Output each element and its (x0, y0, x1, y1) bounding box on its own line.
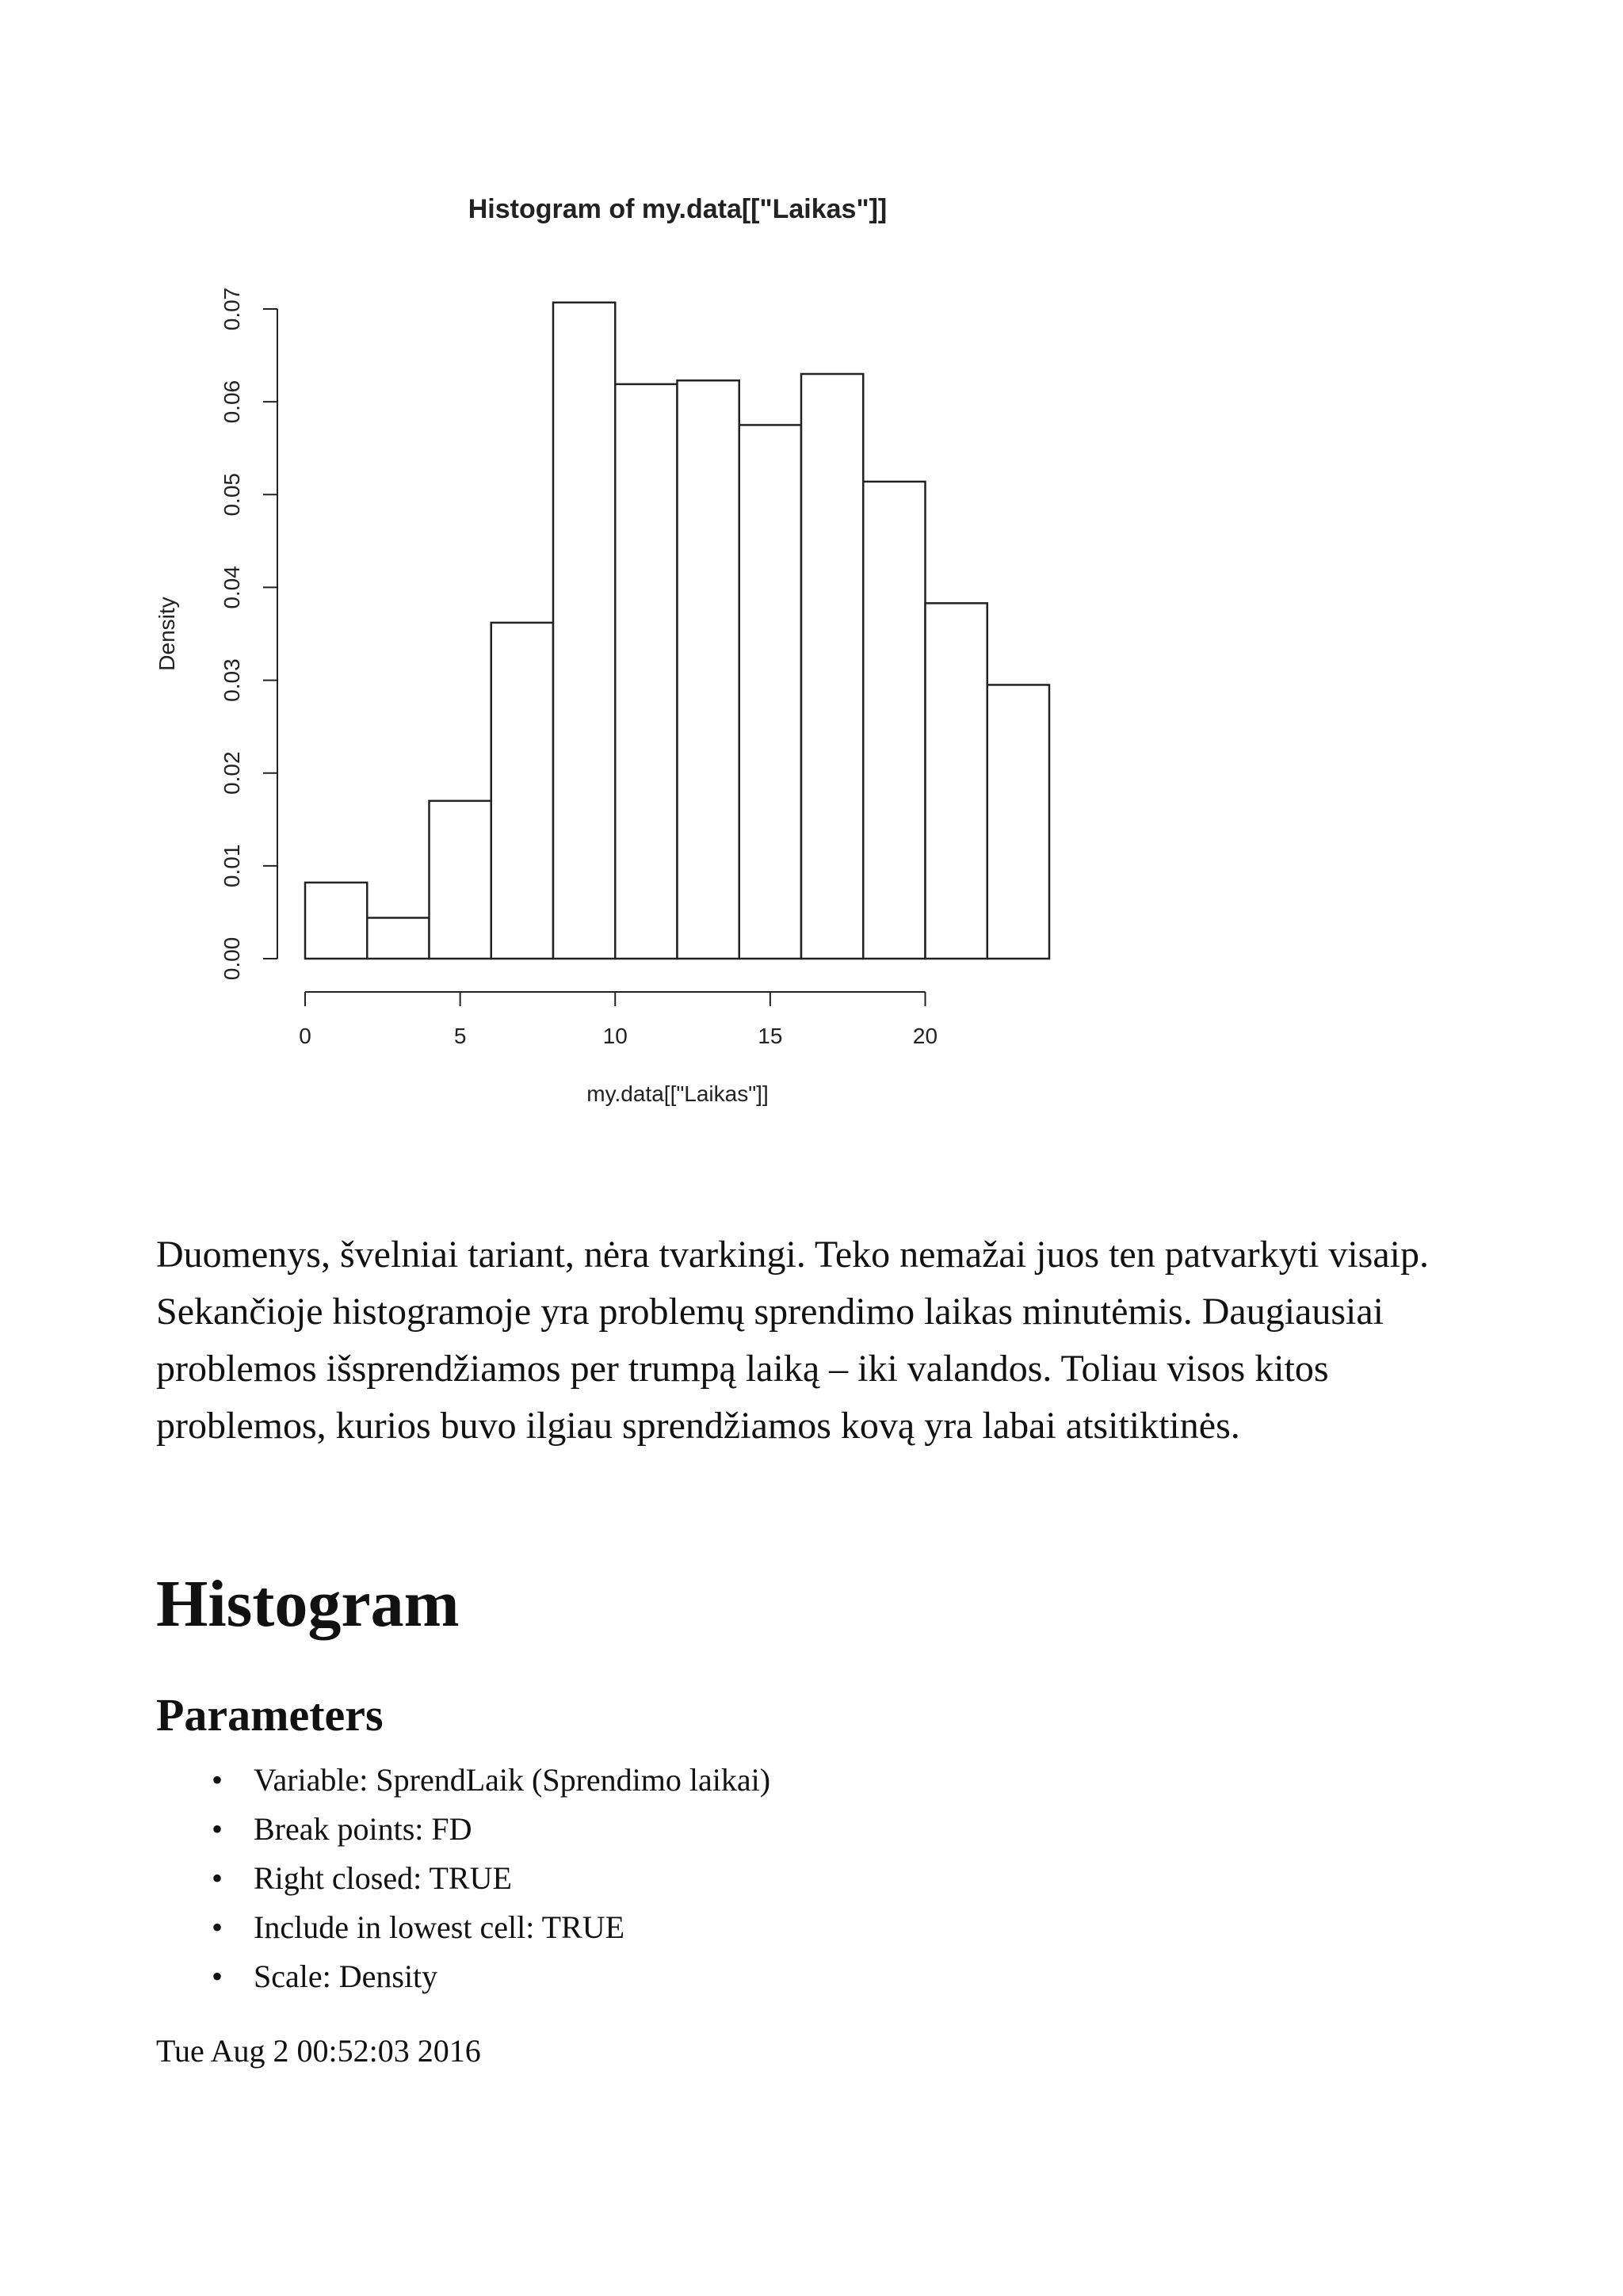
parameters-heading: Parameters (156, 1689, 384, 1741)
y-axis (220, 288, 277, 981)
histogram-bar (863, 482, 925, 959)
y-tick-label: 0.02 (220, 751, 244, 795)
y-tick-label: 0.07 (220, 287, 244, 331)
histogram-bar (491, 623, 553, 959)
histogram-bar (801, 374, 863, 959)
parameter-text: Scale: Density (254, 1958, 438, 1994)
description-paragraph: Duomenys, švelniai tariant, nėra tvarkingi. Teko nemažai juos ten patvarkyti visaip. Sekančioje histogramoje yra problemų sprendimo laikas minutėmis. Daugiausiai problemos išsprendžiamos per trumpą laiką – iki valandos. Toliau visos kitos problemos, kurios buvo ilgiau sprendžiamos kovą yra labai atsitiktinės. (156, 1234, 1429, 1447)
histogram-bar (678, 380, 739, 959)
histogram-bar (987, 685, 1049, 959)
x-tick-label: 5 (453, 1024, 467, 1048)
bullet-icon: • (212, 1811, 223, 1847)
histogram-bar (615, 384, 677, 959)
histogram-bar (553, 303, 615, 959)
histogram-bars (305, 303, 1049, 959)
parameters-list (156, 1756, 770, 2001)
histogram-bar (367, 917, 429, 959)
list-item (156, 1854, 770, 1903)
bullet-icon: • (212, 1762, 223, 1798)
x-axis (299, 992, 938, 1048)
timestamp: Tue Aug 2 00:52:03 2016 (156, 2033, 481, 2069)
y-tick-label: 0.04 (220, 566, 245, 609)
bullet-icon: • (212, 1958, 223, 1994)
x-tick-label: 20 (912, 1024, 938, 1048)
x-tick-label: 10 (602, 1024, 628, 1048)
list-item (156, 1756, 770, 1805)
y-tick-label: 0.00 (220, 936, 244, 981)
parameter-text: Break points: FD (254, 1811, 472, 1847)
x-tick-label: 15 (758, 1024, 783, 1048)
bullet-icon: • (212, 1860, 223, 1896)
parameter-text: Right closed: TRUE (254, 1860, 512, 1896)
bullet-icon: • (212, 1909, 223, 1945)
x-tick-label: 0 (299, 1024, 311, 1048)
y-tick-label: 0.03 (220, 658, 244, 702)
histogram-bar (430, 801, 491, 959)
x-axis-label: my.data[["Laikas"]] (586, 1081, 769, 1106)
list-item (156, 1805, 770, 1854)
chart-title: Histogram of my.data[["Laikas"]] (468, 194, 888, 224)
y-tick-label: 0.01 (220, 844, 244, 888)
parameter-text: Include in lowest cell: TRUE (254, 1909, 625, 1945)
histogram-bar (739, 425, 801, 959)
parameter-text: Variable: SprendLaik (Sprendimo laikai) (254, 1762, 771, 1798)
histogram-bar (305, 883, 367, 959)
list-item (156, 1952, 770, 2001)
list-item (156, 1903, 770, 1952)
y-tick-label: 0.06 (220, 379, 244, 424)
histogram-bar (926, 603, 987, 959)
y-tick-label: 0.05 (220, 473, 244, 517)
section-heading: Histogram (156, 1567, 460, 1641)
y-axis-label: Density (155, 597, 179, 671)
histogram-chart (143, 182, 1094, 1133)
